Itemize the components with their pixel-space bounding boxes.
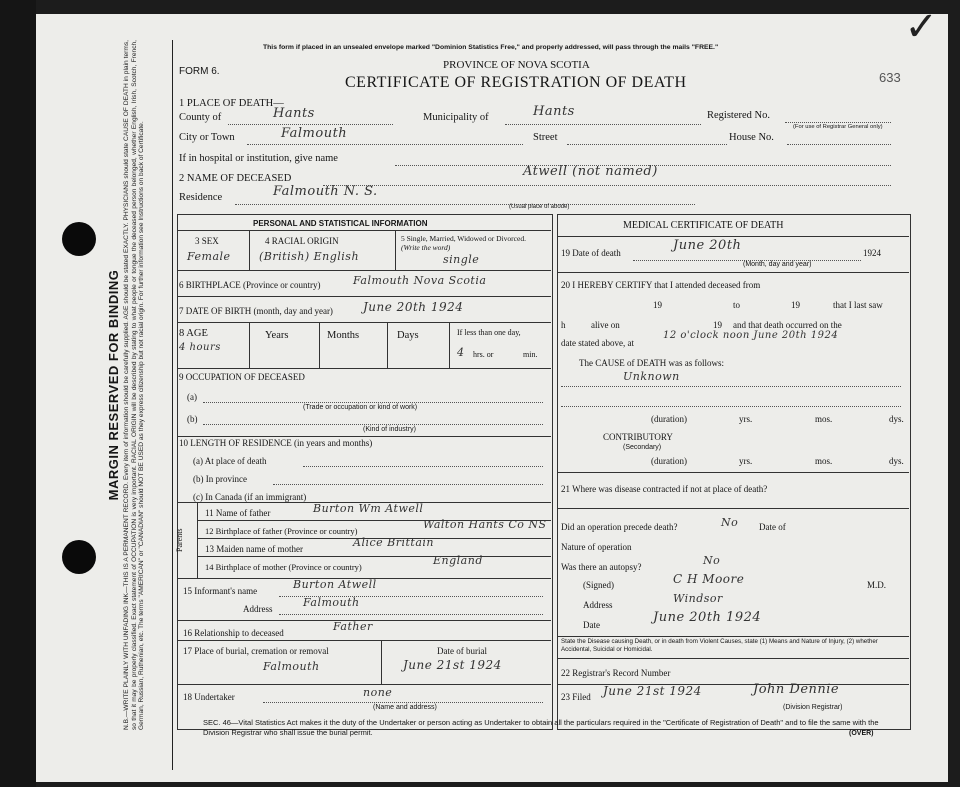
form-number: FORM 6. <box>179 66 220 77</box>
father-birthplace-label: 12 Birthplace of father (Province or country) <box>205 526 358 536</box>
signed-label: (Signed) <box>583 580 614 590</box>
days-label: Days <box>397 330 419 341</box>
registered-no-label: Registered No. <box>707 110 770 121</box>
occupation-b: (b) <box>187 414 198 424</box>
age-label: 8 AGE <box>179 328 208 339</box>
relationship-label: 16 Relationship to deceased <box>183 628 284 638</box>
informant-address-label: Address <box>243 604 273 614</box>
father-birthplace-value: Walton Hants Co NS <box>423 518 547 531</box>
cause-label: The CAUSE of DEATH was as follows: <box>579 358 724 368</box>
death-date-label: 19 Date of death <box>561 248 621 258</box>
mother-value: Alice Brittain <box>353 536 435 549</box>
filed-label: 23 Filed <box>561 692 591 702</box>
filed-value: June 21st 1924 <box>603 684 702 698</box>
mother-label: 13 Maiden name of mother <box>205 544 303 554</box>
med-address-label: Address <box>583 600 613 610</box>
marital-label: 5 Single, Married, Widowed or Divorced. (Write the word) <box>401 234 526 252</box>
certify-label: 20 I HEREBY CERTIFY that I attended deceased from <box>561 280 761 290</box>
mos-1: mos. <box>815 414 833 424</box>
months-label: Months <box>327 330 360 341</box>
operation-label: Did an operation precede death? <box>561 522 678 532</box>
residence-note: (Usual place of abode) <box>509 204 570 210</box>
certificate-form <box>172 40 913 770</box>
residence-value: Falmouth N. S. <box>273 184 378 199</box>
cert-19-c: 19 <box>713 320 722 330</box>
occupation-b-note: (Kind of industry) <box>363 426 416 433</box>
md-label: M.D. <box>867 580 887 590</box>
undertaker-value: none <box>363 686 393 699</box>
less-than-day-label: If less than one day, <box>457 328 521 337</box>
cause-value: Unknown <box>623 370 680 383</box>
occupation-a: (a) <box>187 392 197 402</box>
death-date-year: 1924 <box>863 248 881 258</box>
certificate-number: 633 <box>879 70 901 85</box>
over-label: (OVER) <box>849 730 874 737</box>
punch-hole-top <box>62 222 96 256</box>
informant-label: 15 Informant's name <box>183 586 258 596</box>
secondary-label: (Secondary) <box>623 444 662 451</box>
burial-place: Falmouth <box>263 660 320 673</box>
deceased-name-label: 2 NAME OF DECEASED <box>179 173 292 184</box>
sex-label: 3 SEX <box>195 236 219 246</box>
death-occurred: and that death occurred on the <box>733 320 842 330</box>
personal-heading: PERSONAL AND STATISTICAL INFORMATION <box>253 219 428 228</box>
cert-19-b: 19 <box>791 300 800 310</box>
city-value: Falmouth <box>281 126 348 141</box>
hrs-label: hrs. or <box>473 350 494 359</box>
relationship-value: Father <box>333 620 373 633</box>
res-c: (c) In Canada (if an immigrant) <box>193 492 307 502</box>
house-label: House No. <box>729 132 774 143</box>
duration-1: (duration) <box>651 414 687 424</box>
cert-h: h <box>561 320 566 330</box>
residence-length-label: 10 LENGTH OF RESIDENCE (in years and months) <box>179 438 373 448</box>
duration-2: (duration) <box>651 456 687 466</box>
occupation-a-note: (Trade or occupation or kind of work) <box>303 404 418 411</box>
margin-title: MARGIN RESERVED FOR BINDING <box>106 269 121 501</box>
birthplace-value: Falmouth Nova Scotia <box>353 274 487 287</box>
municipality-label: Municipality of <box>423 112 489 123</box>
cert-19-a: 19 <box>653 300 662 310</box>
street-label: Street <box>533 132 558 143</box>
record-number-label: 22 Registrar's Record Number <box>561 668 671 678</box>
check-mark: ✓ <box>904 4 938 50</box>
burial-date-label: Date of burial <box>437 646 487 656</box>
res-a: (a) At place of death <box>193 456 267 466</box>
date-stated: date stated above, at <box>561 338 634 348</box>
nature-label: Nature of operation <box>561 542 632 552</box>
min-label: min. <box>523 350 538 359</box>
municipality-value: Hants <box>533 104 575 119</box>
med-address: Windsor <box>673 592 723 605</box>
father-label: 11 Name of father <box>205 508 271 518</box>
informant-address: Falmouth <box>303 596 360 609</box>
cert-to: to <box>733 300 741 310</box>
dys-1: dys. <box>889 414 904 424</box>
marital-value: single <box>443 253 480 266</box>
medical-heading: MEDICAL CERTIFICATE OF DEATH <box>623 220 784 231</box>
age-value: 4 hours <box>179 342 221 353</box>
birthplace-label: 6 BIRTHPLACE (Province or country) <box>179 280 321 290</box>
death-date: June 20th <box>673 238 742 253</box>
last-saw: that I last saw <box>833 300 883 310</box>
residence-label: Residence <box>179 192 223 203</box>
undertaker-note: (Name and address) <box>373 704 437 711</box>
alive-on: alive on <box>591 320 620 330</box>
death-time: 12 o'clock noon June 20th 1924 <box>663 330 839 341</box>
province: PROVINCE OF NOVA SCOTIA <box>443 59 590 71</box>
mother-birthplace-label: 14 Birthplace of mother (Province or country) <box>205 562 362 572</box>
deceased-name: Atwell (not named) <box>523 164 658 179</box>
binder-edge <box>0 0 36 787</box>
autopsy-label: Was there an autopsy? <box>561 562 642 572</box>
contributory-label: CONTRIBUTORY <box>603 432 673 442</box>
mother-birthplace-value: England <box>433 554 483 567</box>
registrar-note: (Division Registrar) <box>783 704 843 711</box>
date-of-label: Date of <box>759 522 786 532</box>
place-heading: 1 PLACE OF DEATH— <box>179 98 284 109</box>
undertaker-label: 18 Undertaker <box>183 692 235 702</box>
hospital-label: If in hospital or institution, give name <box>179 153 338 164</box>
margin-note: N.B.—WRITE PLAINLY WITH UNFADING INK—THIS IS A PERMANENT RECORD. Every item of information should be carefully supplied. AGE should be stated EXACTLY. PHYSICIANS should state CAUSE OF DEATH in plain terms, so that it may be properly classified. Exact statement of OCCUPATION is very important. RACIAL ORIGIN will be described by stating to what people or tongue the deceased person belonged, whether English, Irish, Scotch, French, German, Russian, Ruthenian, etc. The terms "AMERICAN" or "CANADIAN" should NOT BE USED as they express citizenship but not racial origin. For further information see Instructions on back of Certificate. <box>123 40 146 730</box>
med-date-label: Date <box>583 620 600 630</box>
years-label: Years <box>265 330 289 341</box>
state-note: State the Disease causing Death, or in death from Violent Causes, state (1) Means and Nature of Injury, (2) whether Accidental, Suicidal or Homicidal. <box>561 638 878 653</box>
parents-label: Parents <box>175 528 184 552</box>
med-date: June 20th 1924 <box>653 610 762 625</box>
res-b: (b) In province <box>193 474 247 484</box>
county-label: County of <box>179 112 222 123</box>
hrs-value: 4 <box>457 346 465 359</box>
punch-hole-bottom <box>62 540 96 574</box>
dys-2: dys. <box>889 456 904 466</box>
county-value: Hants <box>273 106 315 121</box>
autopsy-value: No <box>703 554 721 567</box>
signed-value: C H Moore <box>673 572 745 586</box>
registrar-signature: John Dennie <box>753 682 840 697</box>
informant-value: Burton Atwell <box>293 578 377 591</box>
dob-value: June 20th 1924 <box>363 300 464 314</box>
yrs-1: yrs. <box>739 414 753 424</box>
occupation-label: 9 OCCUPATION OF DECEASED <box>179 372 305 382</box>
top-notice: This form if placed in an unsealed envelope marked "Dominion Statistics Free," and properly addressed, will pass through the mails "FREE." <box>263 44 719 51</box>
dob-label: 7 DATE OF BIRTH (month, day and year) <box>179 306 333 316</box>
sex-value: Female <box>187 250 231 263</box>
operation-value: No <box>721 516 739 529</box>
burial-label: 17 Place of burial, cremation or removal <box>183 646 329 656</box>
mos-2: mos. <box>815 456 833 466</box>
q21-label: 21 Where was disease contracted if not at place of death? <box>561 484 768 494</box>
father-value: Burton Wm Atwell <box>313 502 424 515</box>
yrs-2: yrs. <box>739 456 753 466</box>
registered-no-note: (For use of Registrar General only) <box>793 124 883 130</box>
death-date-note: (Month, day and year) <box>743 261 812 268</box>
footer-note: SEC. 46—Vital Statistics Act makes it the duty of the Undertaker or person acting as Undertaker to obtain all the particulars required in the "Certificate of Registration of Death" and to file the same with the Division Registrar who shall issue the burial permit. <box>203 718 879 737</box>
racial-label: 4 RACIAL ORIGIN <box>265 236 339 246</box>
page-title: CERTIFICATE OF REGISTRATION OF DEATH <box>345 74 687 91</box>
burial-date: June 21st 1924 <box>403 658 502 672</box>
racial-value: (British) English <box>259 250 360 263</box>
city-label: City or Town <box>179 132 235 143</box>
